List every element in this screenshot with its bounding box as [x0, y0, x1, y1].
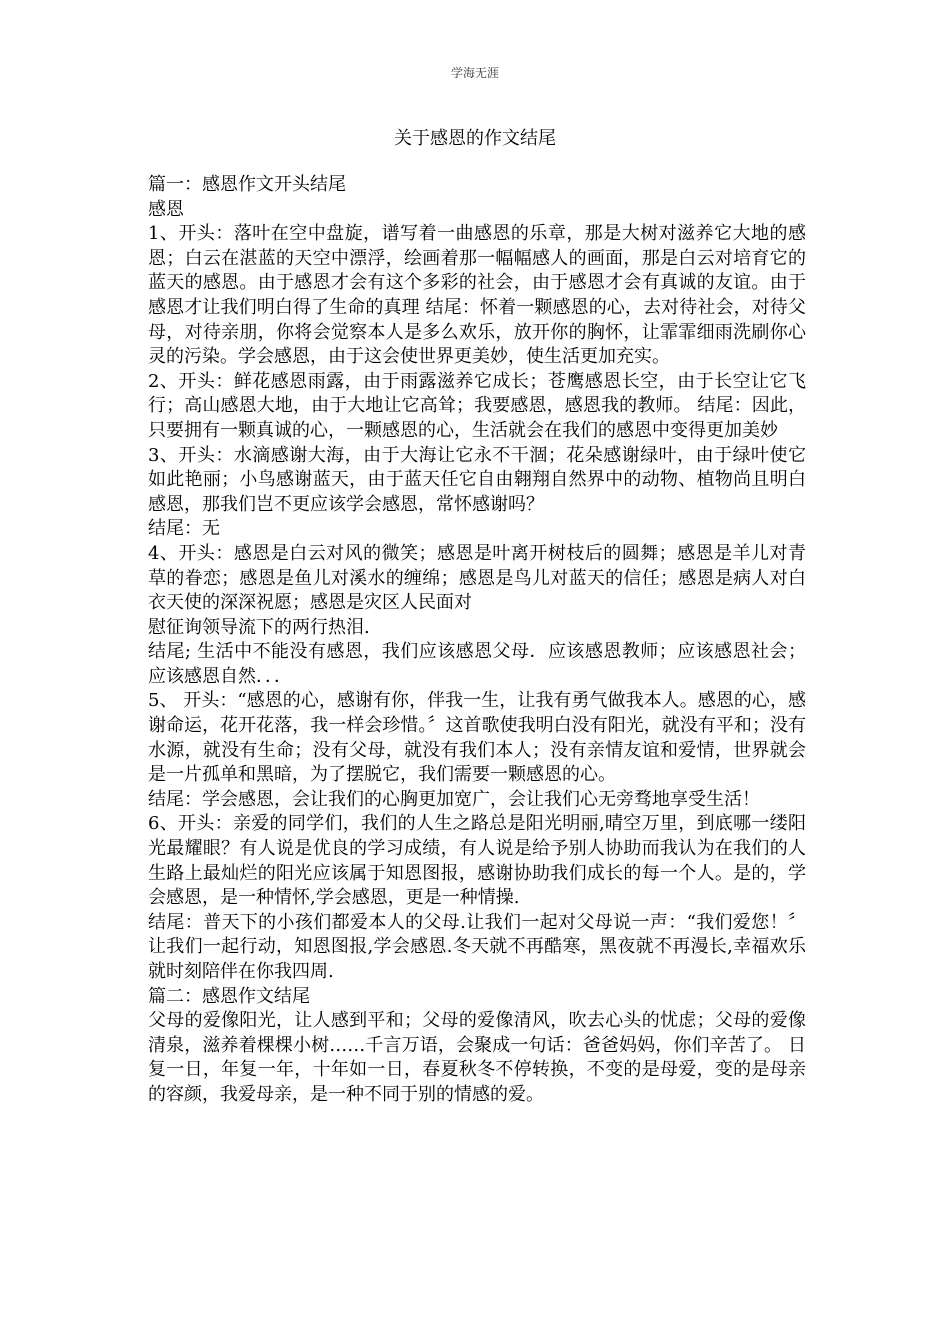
paragraph: 结尾; 生活中不能没有感恩，我们应该感恩父母．应该感恩教师；应该感恩社会；应该感恩自然．．．	[148, 641, 806, 687]
paragraph: 5、 开头：“感恩的心，感谢有你，伴我一生，让我有勇气做我本人。感恩的心，感谢命运，花开花落，我一样会珍惜。〞这首歌使我明白没有阳光，就没有平和；没有水源，就没有生命；没有父母，就没有我们本人；没有亲情友谊和爱情，世界就会是一片孤单和黑暗，为了摆脱它，我们需要一颗感恩的心。	[148, 690, 806, 786]
paragraph: 结尾：普天下的小孩们都爱本人的父母.让我们一起对父母说一声：“我们爱您！〞让我们一起行动，知恩图报,学会感恩.冬天就不再酷寒，黑夜就不再漫长,幸福欢乐就时刻陪伴在你我四周.	[148, 911, 806, 982]
paragraph: 结尾：学会感恩，会让我们的心胸更加宽广，会让我们心无旁骛地享受生活！	[148, 788, 760, 810]
paragraph: 2、开头：鲜花感恩雨露，由于雨露滋养它成长；苍鹰感恩长空，由于长空让它飞行；高山感恩大地，由于大地让它高耸；我要感恩，感恩我的教师。 结尾：因此，只要拥有一颗真诚的心，一颗感恩的心，生活就会在我们的感恩中变得更加美妙	[148, 370, 806, 441]
paragraph: 4、开头：感恩是白云对风的微笑；感恩是叶离开树枝后的圆舞；感恩是羊儿对青草的眷恋；感恩是鱼儿对溪水的缠绵；感恩是鸟儿对蓝天的信任；感恩是病人对白衣天使的深深祝愿；感恩是灾区人民面对	[148, 542, 806, 614]
paragraph: 父母的爱像阳光，让人感到平和；父母的爱像清风，吹去心头的忧虑；父母的爱像清泉，滋养着棵棵小树……千言万语，会聚成一句话：爸爸妈妈，你们辛苦了。 日复一日，年复一年，十年如一日，春夏秋冬不停转换，不变的是母爱，变的是母亲的容颜，我爱母亲，是一种不同于别的情感的爱。	[148, 1010, 806, 1105]
paragraph: 慰征询领导流下的两行热泪.	[148, 616, 370, 638]
paragraph: 感恩	[148, 198, 184, 220]
paragraph: 结尾：无	[148, 518, 220, 540]
document-title: 关于感恩的作文结尾	[394, 128, 556, 149]
paragraph: 6、开头：亲爱的同学们，我们的人生之路总是阳光明丽,晴空万里，到底哪一缕阳光最耀眼？有人说是优良的学习成绩，有人说是给予别人协助而我认为在我们的人生路上最灿烂的阳光应该属于知恩图报，感谢协助我们成长的每一个人。是的，学会感恩，是一种情怀,学会感恩，更是一种情操.	[148, 813, 806, 909]
section-heading: 篇一：感恩作文开头结尾	[148, 174, 346, 195]
paragraph: 3、开头：水滴感谢大海，由于大海让它永不干涸；花朵感谢绿叶，由于绿叶使它如此艳丽；小鸟感谢蓝天，由于蓝天任它自由翱翔自然界中的动物、植物尚且明白感恩，那我们岂不更应该学会感恩，常怀感谢吗？	[148, 444, 806, 515]
document-body	[148, 173, 806, 1108]
section-heading: 篇二：感恩作文结尾	[148, 985, 310, 1007]
page-header: 学海无涯	[450, 66, 499, 80]
paragraph: 1、开头：落叶在空中盘旋，谱写着一曲感恩的乐章，那是大树对滋养它大地的感恩；白云在湛蓝的天空中漂浮，绘画着那一幅幅感人的画面，那是白云对培育它的蓝天的感恩。由于感恩才会有这个多彩的社会，由于感恩才会有真诚的友谊。由于感恩才让我们明白得了生命的真理 结尾：怀着一颗感恩的心，去对待社会，对待父母，对待亲朋，你将会觉察本人是多么欢乐，放开你的胸怀，让霏霏细雨洗刷你心灵的污染。学会感恩，由于这会使世界更美妙，使生活更加充实。	[148, 223, 806, 368]
